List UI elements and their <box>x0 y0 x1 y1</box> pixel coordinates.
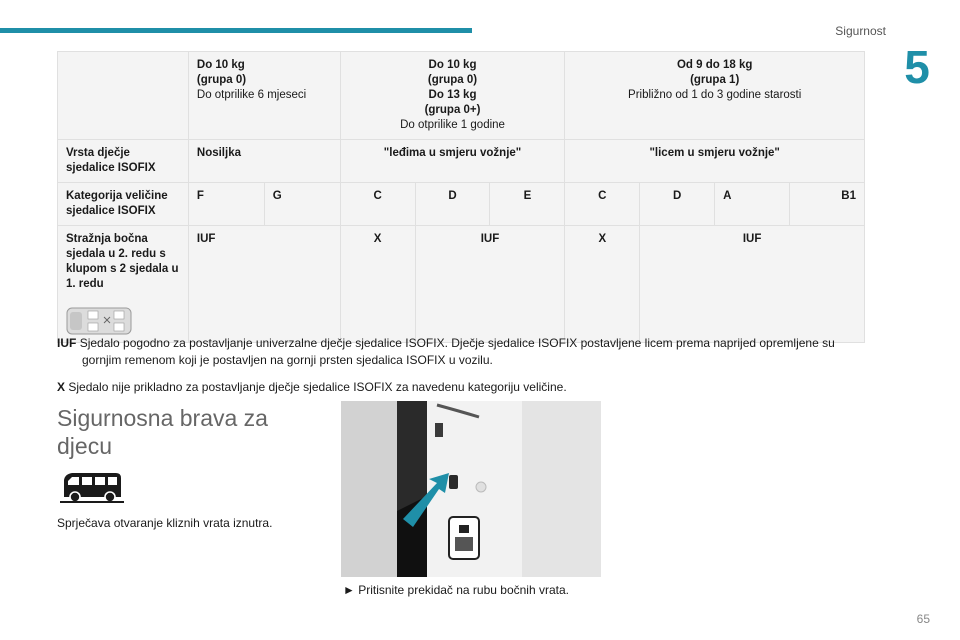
note-iuf <box>57 335 867 369</box>
row-label <box>58 140 189 183</box>
weight-line: (grupa 0+) <box>424 104 481 116</box>
isofix-table <box>57 51 865 343</box>
row-label <box>58 183 189 226</box>
chapter-number: 5 <box>904 41 930 93</box>
note-text: Sjedalo pogodno za postavljanje univerzalne dječje sjedalice ISOFIX. Dječje sjedalice ISOFIX postavljene licem prema naprijed opremljene su gornjim remenom koji je postavljen na gornji prsten sjedalica ISOFIX u vozilu. <box>79 336 835 367</box>
age-note: Približno od 1 do 3 godine starosti <box>628 89 802 101</box>
size-value: B1 <box>841 190 856 202</box>
section-name: Sigurnost <box>835 24 886 38</box>
size-cell <box>490 183 565 226</box>
photo-caption: ► Pritisnite prekidač na rubu bočnih vrata. <box>343 583 569 597</box>
note-x <box>57 379 867 396</box>
type-value: "leđima u smjeru vožnje" <box>383 147 522 159</box>
seat-cell <box>188 226 340 343</box>
row-label-text: Kategorija veličine sjedalice ISOFIX <box>66 190 168 217</box>
size-row <box>58 183 865 226</box>
seat-value: X <box>598 233 607 245</box>
seat-cell <box>340 226 415 343</box>
seat-value: X <box>373 233 382 245</box>
header-accent-bar <box>0 28 472 33</box>
size-cell <box>790 183 865 226</box>
type-row <box>58 140 865 183</box>
weight-line: (grupa 1) <box>690 74 740 86</box>
vehicle-seat-layout-icon <box>66 306 132 336</box>
size-cell <box>565 183 640 226</box>
seat-value: IUF <box>480 233 500 245</box>
row-label <box>58 226 189 343</box>
note-key: IUF <box>57 336 77 350</box>
age-note: Do otprilike 1 godine <box>400 119 505 131</box>
row-label-text: Stražnja bočna sjedala u 2. redu s klupom s 2 sjedala u 1. redu <box>66 233 179 290</box>
type-cell <box>565 140 865 183</box>
type-cell <box>188 140 340 183</box>
empty-header-cell <box>58 52 189 140</box>
row-label-text: Vrsta dječje sjedalice ISOFIX <box>66 147 156 174</box>
type-value: Nosiljka <box>196 147 241 159</box>
size-value: G <box>272 190 282 202</box>
size-value: D <box>673 190 682 202</box>
weight-row <box>58 52 865 140</box>
size-value: D <box>448 190 457 202</box>
legend-notes <box>57 335 867 406</box>
size-cell <box>640 183 715 226</box>
child-lock-switch <box>449 475 458 489</box>
page-number: 65 <box>916 612 930 626</box>
size-value: F <box>196 190 204 202</box>
seat-value: IUF <box>742 233 762 245</box>
type-cell <box>340 140 565 183</box>
size-value: C <box>373 190 382 202</box>
weight-line: Do 10 kg <box>428 59 477 71</box>
van-icon <box>60 470 124 504</box>
size-cell <box>340 183 415 226</box>
weight-cell <box>565 52 865 140</box>
weight-line: Od 9 do 18 kg <box>676 59 753 71</box>
seat-cell <box>565 226 640 343</box>
weight-line: Do 10 kg <box>196 59 245 71</box>
door-lock-photo <box>341 401 601 577</box>
weight-cell <box>340 52 565 140</box>
type-value: "licem u smjeru vožnje" <box>649 147 780 159</box>
weight-line: (grupa 0) <box>427 74 478 86</box>
weight-line: Do 13 kg <box>428 89 477 101</box>
age-note: Do otprilike 6 mjeseci <box>196 89 307 101</box>
weight-line: (grupa 0) <box>196 74 247 86</box>
size-value: C <box>598 190 607 202</box>
size-value: A <box>723 190 732 202</box>
note-text: Sjedalo nije prikladno za postavljanje dječje sjedalice ISOFIX za navedenu kategoriju veličine. <box>68 380 567 394</box>
seat-cell <box>415 226 565 343</box>
section-body: Sprječava otvaranje kliznih vrata iznutra. <box>57 516 273 530</box>
seat-value: IUF <box>196 233 216 245</box>
size-cell <box>415 183 490 226</box>
seat-cell <box>640 226 865 343</box>
size-cell <box>264 183 340 226</box>
note-key: X <box>57 380 66 394</box>
seat-row <box>58 226 865 343</box>
size-cell <box>188 183 264 226</box>
section-heading: Sigurnosna brava za djecu <box>57 405 268 459</box>
size-value: E <box>523 190 532 202</box>
weight-cell <box>188 52 340 140</box>
size-cell <box>715 183 790 226</box>
